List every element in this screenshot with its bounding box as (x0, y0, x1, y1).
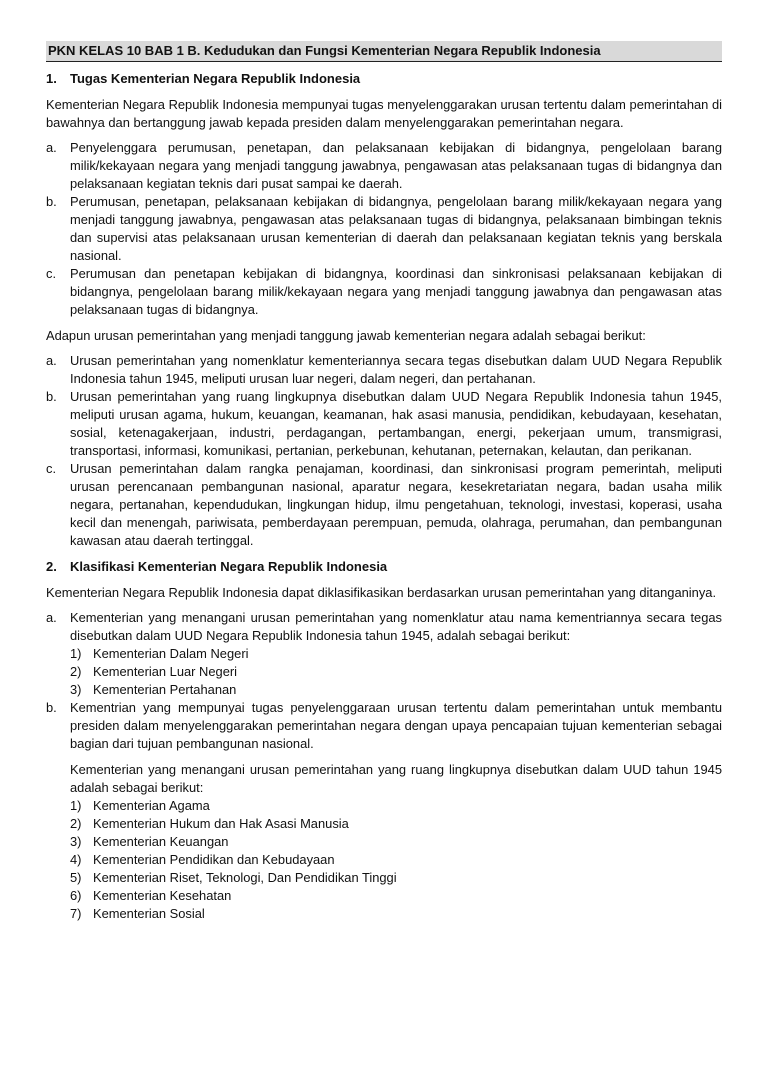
item-number: 2) (70, 816, 82, 831)
ministry-item (70, 815, 722, 833)
item-text: Kementerian Kesehatan (93, 888, 232, 903)
ministry-list-b (70, 797, 722, 923)
ministry-item (70, 797, 722, 815)
item-number: 1) (70, 798, 82, 813)
list-marker: c. (46, 461, 57, 476)
list-marker: b. (46, 700, 57, 715)
classification-list (46, 609, 722, 923)
list-marker: b. (46, 389, 57, 404)
list-item (46, 265, 722, 319)
item-number: 2) (70, 664, 82, 679)
document-page (0, 41, 768, 1065)
affairs-list (46, 352, 722, 550)
item-number: 7) (70, 906, 82, 921)
list-text: Penyelenggara perumusan, penetapan, dan pelaksanaan kebijakan di bidangnya, pengelolaan barang milik/kekayaan negara yang menjadi tanggung jawabnya, pengawasan atas pelaksanaan tugas di bidangnya dan pelaksanaan kegiatan teknis dari pusat sampai ke daerah. (70, 140, 722, 191)
item-number: 3) (70, 834, 82, 849)
list-text: Kementerian yang menangani urusan pemerintahan yang nomenklatur atau nama kementriannya secara tegas disebutkan dalam UUD Negara Republik Indonesia tahun 1945, adalah sebagai berikut: (70, 610, 722, 643)
item-number: 4) (70, 852, 82, 867)
list-text: Urusan pemerintahan yang nomenklatur kementeriannya secara tegas disebutkan dalam UUD Negara Republik Indonesia tahun 1945, meliputi urusan luar negeri, dalam negeri, dan pertahanan. (70, 353, 722, 386)
list-item (46, 193, 722, 265)
ministry-item (70, 645, 722, 663)
affairs-intro: Adapun urusan pemerintahan yang menjadi tanggung jawab kementerian negara adalah sebagai berikut: (46, 328, 646, 343)
list-marker: c. (46, 266, 57, 281)
item-number: 1) (70, 646, 82, 661)
list-marker: a. (46, 610, 57, 625)
list-item (46, 139, 722, 193)
ministry-item (70, 851, 722, 869)
section-1-number: 1. (46, 71, 57, 86)
list-marker: b. (46, 194, 57, 209)
list-item (46, 699, 722, 923)
section-2-heading (46, 558, 722, 576)
item-text: Kementerian Pertahanan (93, 682, 237, 697)
list-text: Urusan pemerintahan dalam rangka penajaman, koordinasi, dan sinkronisasi program pemerintah, meliputi urusan perencanaan pembangunan nasional, aparatur negara, kesekretariatan negara, badan usaha milik negara, pertanahan, kependudukan, lingkungan hidup, ilmu pengetahuan, teknologi, investasi, koperasi, usaha kecil dan menengah, pariwisata, pemberdayaan perempuan, pemuda, olahraga, perumahan, dan pembangunan kawasan atau daerah tertinggal. (70, 461, 722, 548)
list-item (46, 352, 722, 388)
list-item (46, 609, 722, 699)
list-text: Perumusan, penetapan, pelaksanaan kebijakan di bidangnya, pengelolaan barang milik/kekayaan negara yang menjadi tanggung jawabnya, pengawasan atas pelaksanaan tugas di bidangnya, pelaksanaan bimbingan teknis dan supervisi atas pelaksanaan urusan kementerian di daerah dan pelaksanaan kegiatan teknis yang berskala nasional. (70, 194, 722, 263)
section-2-number: 2. (46, 559, 57, 574)
item-text: Kementerian Sosial (93, 906, 205, 921)
list-body (70, 609, 722, 699)
ministry-item (70, 887, 722, 905)
item-text: Kementerian Riset, Teknologi, Dan Pendidikan Tinggi (93, 870, 397, 885)
section-1-title: Tugas Kementerian Negara Republik Indonesia (70, 71, 361, 86)
item-number: 5) (70, 870, 82, 885)
ministry-item (70, 869, 722, 887)
ministry-item (70, 905, 722, 923)
list-item (46, 388, 722, 460)
tasks-list (46, 139, 722, 319)
list-item (46, 460, 722, 550)
item-text: Kementerian Keuangan (93, 834, 229, 849)
item-text: Kementerian Pendidikan dan Kebudayaan (93, 852, 335, 867)
item-text: Kementerian Agama (93, 798, 210, 813)
section-1-intro: Kementerian Negara Republik Indonesia mempunyai tugas menyelenggarakan urusan tertentu dalam pemerintahan di bawahnya dan bertanggung jawab kepada presiden dalam menyelenggarakan pemerintahan negara. (46, 97, 722, 130)
list-body (70, 699, 722, 923)
ministry-list-a (70, 645, 722, 699)
item-text: Kementerian Hukum dan Hak Asasi Manusia (93, 816, 349, 831)
ministry-item (70, 663, 722, 681)
item-number: 3) (70, 682, 82, 697)
list-text: Kementrian yang mempunyai tugas penyelenggaraan urusan tertentu dalam pemerintahan untuk membantu presiden dalam menyelenggarakan pemerintahan negara dengan upaya pencapaian tujuan kementerian sebagai bagian dari tujuan pembangunan nasional. (70, 700, 722, 751)
list-marker: a. (46, 353, 57, 368)
list-text: Urusan pemerintahan yang ruang lingkupnya disebutkan dalam UUD Negara Republik Indonesia tahun 1945, meliputi urusan agama, hukum, keuangan, keamanan, hak asasi manusia, pendidikan, kebudayaan, kesehatan, sosial, ketenagakerjaan, industri, perdagangan, pertambangan, energi, pekerjaan umum, transmigrasi, transportasi, informasi, komunikasi, pertanian, perkebunan, kehutanan, peternakan, kelautan, dan perikanan. (70, 389, 722, 458)
document-header: PKN KELAS 10 BAB 1 B. Kedudukan dan Fungsi Kementerian Negara Republik Indonesia (46, 41, 722, 62)
item-number: 6) (70, 888, 82, 903)
ministry-item (70, 681, 722, 699)
section-2-intro: Kementerian Negara Republik Indonesia dapat diklasifikasikan berdasarkan urusan pemerintahan yang ditanganinya. (46, 585, 717, 600)
section-2-title: Klasifikasi Kementerian Negara Republik Indonesia (70, 559, 388, 574)
list-subparagraph: Kementerian yang menangani urusan pemerintahan yang ruang lingkupnya disebutkan dalam UUD tahun 1945 adalah sebagai berikut: (70, 762, 722, 795)
section-1-heading (46, 70, 722, 88)
item-text: Kementerian Dalam Negeri (93, 646, 249, 661)
item-text: Kementerian Luar Negeri (93, 664, 238, 679)
ministry-item (70, 833, 722, 851)
list-marker: a. (46, 140, 57, 155)
list-text: Perumusan dan penetapan kebijakan di bidangnya, koordinasi dan sinkronisasi pelaksanaan kebijakan di bidangnya, pengelolaan barang milik/kekayaan negara yang menjadi tanggung jawabnya dan pengawasan atas pelaksanaan tugas di bidangnya. (70, 266, 722, 317)
